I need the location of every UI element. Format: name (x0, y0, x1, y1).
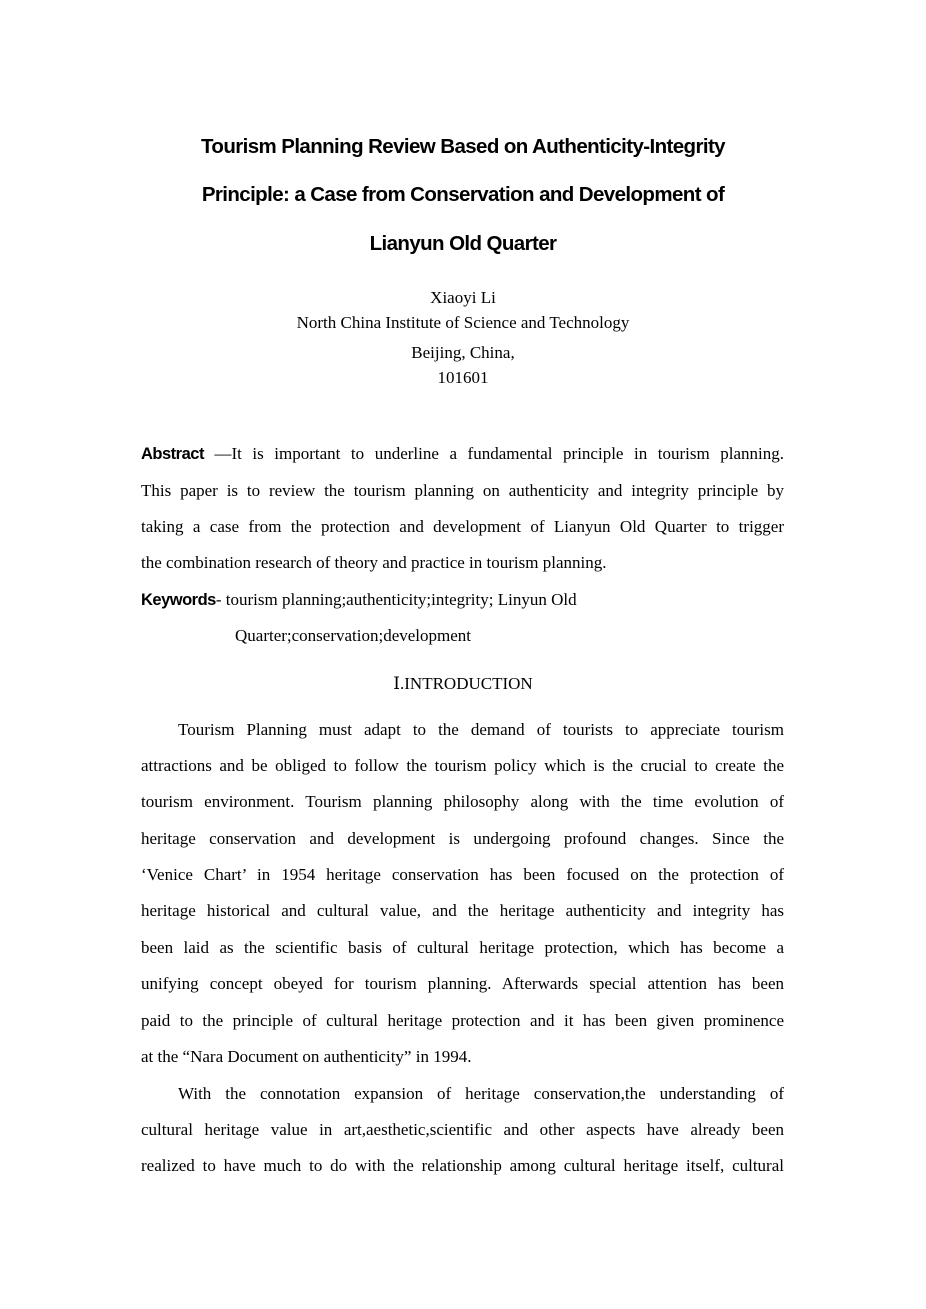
intro-p2-line-3: realized to have much to do with the relationship among cultural heritage itself, cultural (141, 1156, 784, 1175)
author-name: Xiaoyi Li (430, 288, 496, 307)
keywords-label: Keywords (141, 591, 216, 609)
intro-p2-line-1: With the connotation expansion of heritage conservation,the understanding of (178, 1084, 784, 1103)
abstract-line-1 (141, 444, 784, 464)
abstract-line-2: This paper is to review the tourism planning on authenticity and integrity principle by (141, 481, 784, 500)
intro-p2-line-2: cultural heritage value in art,aesthetic,scientific and other aspects have already been (141, 1120, 784, 1139)
author-location: Beijing, China, (411, 343, 515, 362)
intro-p1-line-5: ‘Venice Chart’ in 1954 heritage conservation has been focused on the protection of (141, 865, 784, 884)
abstract-label: Abstract (141, 445, 204, 463)
intro-p1-line-6: heritage historical and cultural value, and the heritage authenticity and integrity has (141, 901, 784, 920)
paper-title-line-2: Principle: a Case from Conservation and Development of (201, 183, 725, 206)
keywords-text-1: - tourism planning;authenticity;integrity; Linyun Old (215, 590, 577, 609)
paper-title-line-1: Tourism Planning Review Based on Authenticity-Integrity (201, 135, 725, 158)
paper-title-line-3: Lianyun Old Quarter (369, 232, 557, 255)
abstract-line-4: the combination research of theory and practice in tourism planning. (141, 553, 607, 572)
intro-p1-line-4: heritage conservation and development is undergoing profound changes. Since the (141, 829, 784, 848)
section-heading-introduction: Ⅰ.INTRODUCTION (393, 674, 533, 693)
author-postal-code: 101601 (437, 368, 489, 387)
abstract-line-3: taking a case from the protection and development of Lianyun Old Quarter to trigger (141, 517, 784, 536)
intro-p1-line-1: Tourism Planning must adapt to the demand of tourists to appreciate tourism (178, 720, 784, 739)
abstract-text-1: —It is important to underline a fundamental principle in tourism planning. (214, 444, 784, 463)
intro-p1-line-3: tourism environment. Tourism planning philosophy along with the time evolution of (141, 792, 784, 811)
intro-p1-line-2: attractions and be obliged to follow the tourism policy which is the crucial to create the (141, 756, 784, 775)
intro-p1-line-8: unifying concept obeyed for tourism planning. Afterwards special attention has been (141, 974, 784, 993)
keywords-line-2: Quarter;conservation;development (235, 626, 472, 645)
author-affiliation: North China Institute of Science and Technology (296, 313, 630, 332)
intro-p1-line-7: been laid as the scientific basis of cultural heritage protection, which has become a (141, 938, 784, 957)
intro-p1-line-10: at the “Nara Document on authenticity” in 1994. (141, 1047, 472, 1066)
intro-p1-line-9: paid to the principle of cultural heritage protection and it has been given prominence (141, 1011, 784, 1030)
keywords-line-1 (141, 590, 577, 610)
